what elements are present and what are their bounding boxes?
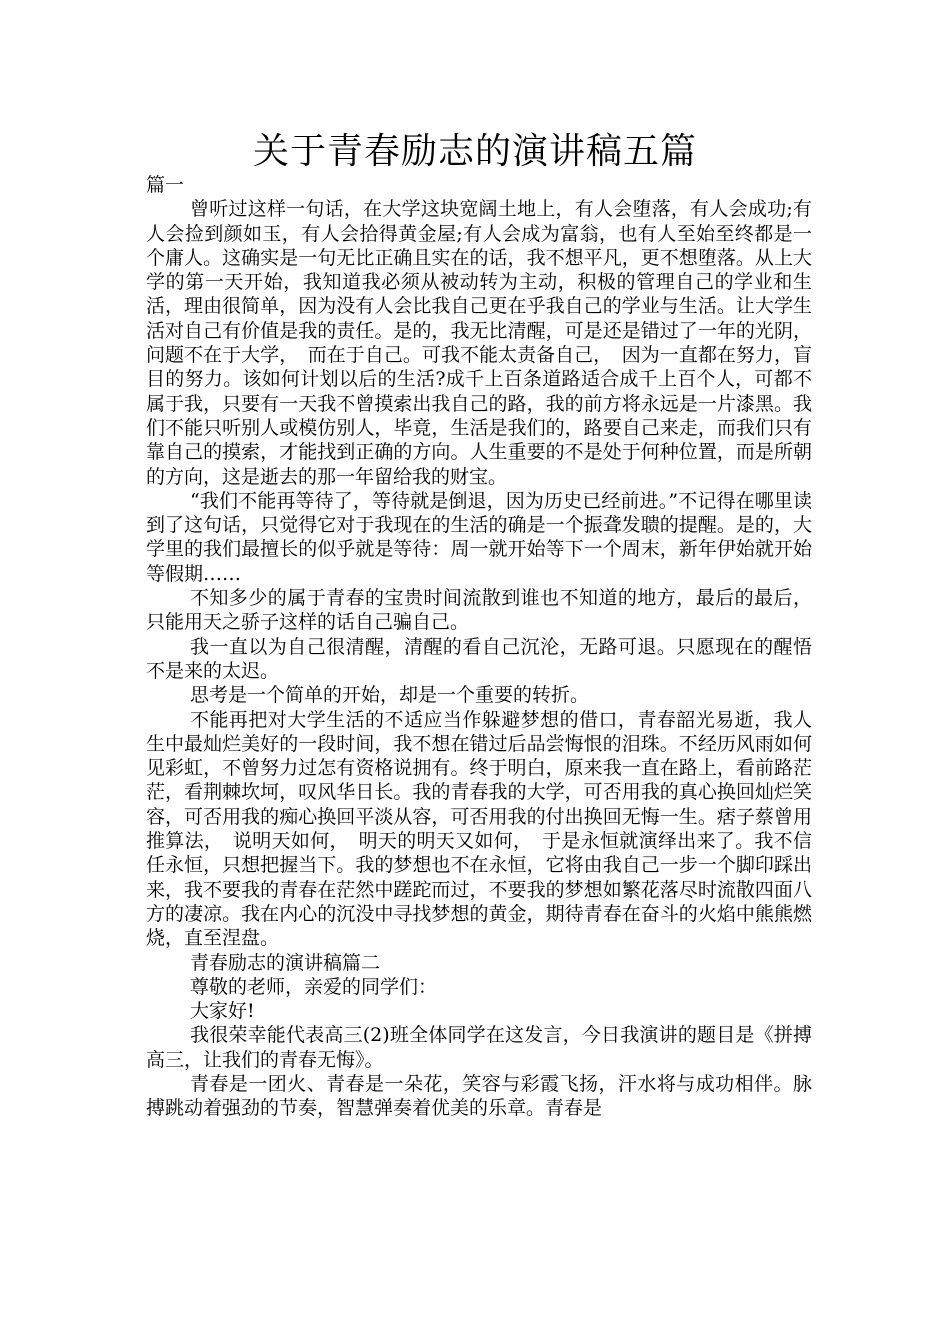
paragraph: 我很荣幸能代表高三(2)班全体同学在这发言，今日我演讲的题目是《拼搏高三，让我们的青春无悔》。 <box>146 1024 812 1071</box>
document-body <box>146 173 812 1121</box>
paragraph: 曾听过这样一句话，在大学这块宽阔土地上，有人会堕落，有人会成功;有人会捡到颜如玉，有人会拾得黄金屋;有人会成为富翁，也有人至始至终都是一个庸人。这确实是一句无比正确且实在的话，我不想平凡，更不想堕落。从上大学的第一天开始，我知道我必须从被动转为主动，积极的管理自己的学业和生活，理由很简单，因为没有人会比我自己更在乎我自己的学业与生活。让大学生活对自己有价值是我的责任。是的，我无比清醒，可是还是错过了一年的光阴，问题不在于大学， 而在于自己。可我不能太责备自己， 因为一直都在努力，盲目的努力。该如何计划以后的生活?成千上百条道路适合成千上百个人，可都不属于我，只要有一天我不曾摸索出我自己的路，我的前方将永远是一片漆黑。我们不能只听别人或模仿别人，毕竟，生活是我们的，路要自己来走，而我们只有靠自己的摸索，才能找到正确的方向。人生重要的不是处于何种位置，而是所朝的方向，这是逝去的那一年留给我的财宝。 <box>146 198 812 488</box>
paragraph: 尊敬的老师，亲爱的同学们： <box>190 975 438 998</box>
document-title: 关于青春励志的演讲稿五篇 <box>252 131 697 172</box>
paragraph: 不知多少的属于青春的宝贵时间流散到谁也不知道的地方，最后的最后，只能用天之骄子这样的话自己骗自己。 <box>146 587 812 634</box>
paragraph: 思考是一个简单的开始，却是一个重要的转折。 <box>190 684 590 707</box>
paragraph: 大家好! <box>190 1000 255 1023</box>
paragraph: 青春励志的演讲稿篇二 <box>190 951 381 974</box>
paragraph: 青春是一团火、青春是一朵花，笑容与彩霞飞扬，汗水将与成功相伴。脉搏跳动着强劲的节奏，智慧弹奏着优美的乐章。青春是 <box>146 1072 812 1120</box>
paragraph: 不能再把对大学生活的不适应当作躲避梦想的借口，青春韶光易逝，我人生中最灿烂美好的一段时间，我不想在错过后品尝悔恨的泪珠。不经历风雨如何见彩虹，不曾努力过怎有资格说拥有。终于明白，原来我一直在路上，看前路茫茫，看荆棘坎坷，叹风华日长。我的青春我的大学，可否用我的真心换回灿烂笑容，可否用我的痴心换回平淡从容，可否用我的付出换回无悔一生。痞子蔡曾用推算法， 说明天如何， 明天的明天又如何， 于是永恒就演绎出来了。我不信任永恒，只想把握当下。我的梦想也不在永恒，它将由我自己一步一个脚印踩出来，我不要我的青春在茫然中蹉跎而过，不要我的梦想如繁花落尽时流散四面八方的凄凉。我在内心的沉没中寻找梦想的黄金，期待青春在奋斗的火焰中熊熊燃烧，直至涅盘。 <box>146 708 812 950</box>
paragraph: 我一直以为自己很清醒，清醒的看自己沉沦，无路可退。只愿现在的醒悟不是来的太迟。 <box>146 635 812 682</box>
paragraph: “我们不能再等待了，等待就是倒退，因为历史已经前进。”不记得在哪里读到了这句话，只觉得它对于我现在的生活的确是一个振聋发聩的提醒。是的，大学里的我们最擅长的似乎就是等待：周一就开始等下一个周末，新年伊始就开始等假期…… <box>146 489 812 585</box>
paragraph: 篇一 <box>146 174 185 196</box>
